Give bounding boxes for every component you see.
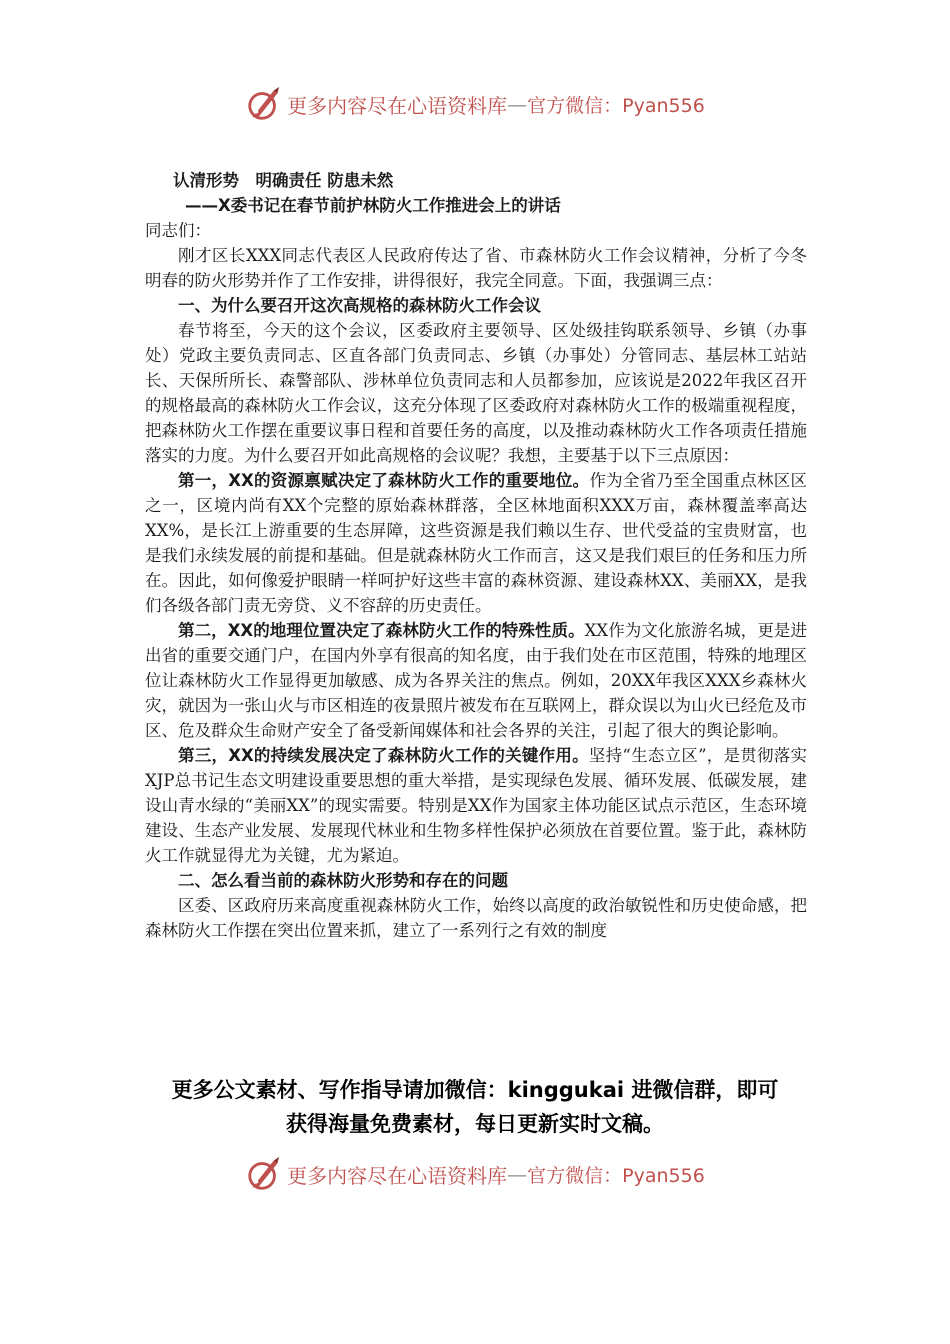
banner-text: 更多内容尽在心语资料库 [287, 93, 508, 118]
paragraph-4 [145, 743, 807, 868]
paragraph-3-body: XX作为文化旅游名城，更是进出省的重要交通门户，在国内外享有很高的知名度，由于我们处在市区范围，特殊的地理区位让森林防火工作显得更加敏感、成为各界关注的焦点。例如，20XX年我区XXX乡森林火灾，就因为一张山火与市区相连的夜景照片被发布在互联网上，群众误以为山火已经危及市区、危及群众生命财产安全了备受新闻媒体和社会各界的关注，引起了很大的舆论影响。 [145, 621, 807, 740]
document-subtitle: ——X委书记在春节前护林防火工作推进会上的讲话 [185, 196, 561, 215]
paragraph-5: 区委、区政府历来高度重视森林防火工作，始终以高度的政治敏锐性和历史使命感，把森林防火工作摆在突出位置来抓，建立了一系列行之有效的制度 [145, 896, 807, 940]
banner-text: 更多内容尽在心语资料库 [287, 1163, 508, 1188]
paragraph-3 [145, 618, 807, 743]
salutation: 同志们： [145, 221, 211, 240]
promo-line-2: 获得海量免费素材，每日更新实时文稿。 [286, 1112, 664, 1136]
paragraph-4-lead: 第三，XX的持续发展决定了森林防火工作的关键作用。 [178, 746, 589, 765]
paragraph-3-lead: 第二，XX的地理位置决定了森林防火工作的特殊性质。 [178, 621, 585, 640]
paragraph-2-body: 作为全省乃至全国重点林区区之一，区境内尚有XX个完整的原始森林群落，全区林地面积XXX万亩，森林覆盖率高达XX%，是长江上游重要的生态屏障，这些资源是我们赖以生存、世代受益的宝贵财富，也是我们永续发展的前提和基础。但是就森林防火工作而言，这又是我们艰巨的任务和压力所在。因此，如何像爱护眼睛一样呵护好这些丰富的森林资源、建设森林XX、美丽XX，是我们各级各部门责无旁贷、义不容辞的历史责任。 [145, 471, 807, 615]
paragraph-2 [145, 468, 807, 618]
promo-line-1: 更多公文素材、写作指导请加微信：kinggukai 进微信群，即可 [171, 1078, 779, 1102]
header-watermark-banner [0, 80, 950, 128]
banner-separator: — [507, 92, 528, 116]
paragraph-2-lead: 第一，XX的资源禀赋决定了森林防火工作的重要地位。 [178, 471, 590, 490]
paragraph-1: 春节将至，今天的这个会议，区委政府主要领导、区处级挂钩联系领导、乡镇（办事处）党政主要负责同志、区直各部门负责同志、乡镇（办事处）分管同志、基层林工站站长、天保所所长、森警部队、涉林单位负责同志和人员都参加，应该说是2022年我区召开的规格最高的森林防火工作会议，这充分体现了区委政府对森林防火工作的极端重视程度，把森林防火工作摆在重要议事日程和首要任务的高度，以及推动森林防火工作各项责任措施落实的力度。为什么要召开如此高规格的会议呢？我想，主要基于以下三点原因： [145, 321, 807, 465]
quill-pen-logo [245, 85, 283, 123]
document-body [145, 168, 807, 943]
document-title: 认清形势 明确责任 防患未然 [173, 171, 394, 190]
section-heading-1: 一、为什么要召开这次高规格的森林防火工作会议 [178, 296, 541, 315]
promo-notice [0, 1073, 950, 1141]
footer-watermark-banner [0, 1150, 950, 1198]
banner-separator: — [507, 1162, 528, 1186]
banner-contact: 官方微信：Pyan556 [527, 1164, 705, 1187]
quill-pen-logo [245, 1155, 283, 1193]
paragraph-4-body: 坚持“生态立区”，是贯彻落实XJP总书记生态文明建设重要思想的重大举措，是实现绿色发展、循环发展、低碳发展，建设山青水绿的“美丽XX”的现实需要。特别是XX作为国家主体功能区试点示范区，生态环境建设、生态产业发展、发展现代林业和生物多样性保护必须放在首要位置。鉴于此，森林防火工作就显得尤为关键，尤为紧迫。 [145, 746, 807, 865]
banner-contact: 官方微信：Pyan556 [527, 94, 705, 117]
intro-paragraph: 刚才区长XXX同志代表区人民政府传达了省、市森林防火工作会议精神，分析了今冬明春的防火形势并作了工作安排，讲得很好，我完全同意。下面，我强调三点： [145, 246, 807, 290]
section-heading-2: 二、怎么看当前的森林防火形势和存在的问题 [178, 871, 508, 890]
